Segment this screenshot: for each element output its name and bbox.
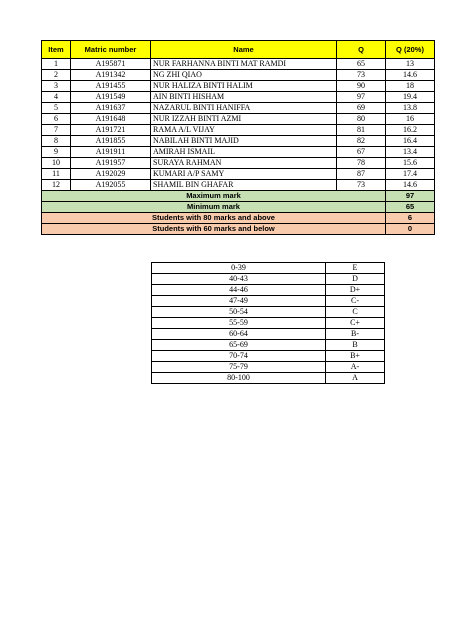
q-cell: 73 [337, 70, 386, 81]
grade-letter-cell: E [326, 263, 385, 274]
item-cell: 3 [42, 81, 71, 92]
matric-cell: A192029 [71, 169, 151, 180]
summary-value: 6 [386, 213, 435, 224]
grade-row [152, 274, 385, 285]
matric-cell: A191342 [71, 70, 151, 81]
name-cell: NAZARUL BINTI HANIFFA [151, 103, 337, 114]
table-row [42, 59, 435, 70]
item-cell: 9 [42, 147, 71, 158]
item-cell: 11 [42, 169, 71, 180]
grade-row [152, 362, 385, 373]
q20-cell: 13.8 [386, 103, 435, 114]
name-cell: RAMA A/L VIJAY [151, 125, 337, 136]
name-cell: AIN BINTI HISHAM [151, 92, 337, 103]
summary-value: 0 [386, 224, 435, 235]
grade-range-cell: 40-43 [152, 274, 326, 285]
grade-row [152, 351, 385, 362]
grade-row [152, 318, 385, 329]
matric-cell: A191911 [71, 147, 151, 158]
grade-letter-cell: C+ [326, 318, 385, 329]
item-cell: 10 [42, 158, 71, 169]
table-row [42, 136, 435, 147]
name-cell: SURAYA RAHMAN [151, 158, 337, 169]
header-item: Item [42, 41, 71, 59]
grade-letter-cell: A [326, 373, 385, 384]
q20-cell: 13.4 [386, 147, 435, 158]
item-cell: 6 [42, 114, 71, 125]
q20-cell: 16 [386, 114, 435, 125]
matric-cell: A195871 [71, 59, 151, 70]
grade-range-cell: 75-79 [152, 362, 326, 373]
q-cell: 67 [337, 147, 386, 158]
name-cell: NUR IZZAH BINTI AZMI [151, 114, 337, 125]
summary-label: Students with 80 marks and above [42, 213, 386, 224]
q20-cell: 18 [386, 81, 435, 92]
matric-cell: A191855 [71, 136, 151, 147]
grade-range-cell: 60-64 [152, 329, 326, 340]
header-name: Name [151, 41, 337, 59]
summary-label: Students with 60 marks and below [42, 224, 386, 235]
grade-range-cell: 0-39 [152, 263, 326, 274]
table-row [42, 103, 435, 114]
grade-table [151, 262, 385, 384]
summary-label: Maximum mark [42, 191, 386, 202]
grade-letter-cell: D [326, 274, 385, 285]
item-cell: 8 [42, 136, 71, 147]
header-q: Q [337, 41, 386, 59]
grade-row [152, 307, 385, 318]
q-cell: 82 [337, 136, 386, 147]
item-cell: 12 [42, 180, 71, 191]
q20-cell: 14.6 [386, 180, 435, 191]
header-matric-number: Matric number [71, 41, 151, 59]
grade-range-cell: 44-46 [152, 285, 326, 296]
summary-row [42, 191, 435, 202]
grade-letter-cell: B [326, 340, 385, 351]
item-cell: 2 [42, 70, 71, 81]
table-row [42, 180, 435, 191]
matric-cell: A191721 [71, 125, 151, 136]
name-cell: KUMARI A/P SAMY [151, 169, 337, 180]
summary-value: 97 [386, 191, 435, 202]
table-row [42, 147, 435, 158]
name-cell: NUR FARHANNA BINTI MAT RAMDI [151, 59, 337, 70]
table-row [42, 92, 435, 103]
name-cell: NABILAH BINTI MAJID [151, 136, 337, 147]
q20-cell: 17.4 [386, 169, 435, 180]
q-cell: 65 [337, 59, 386, 70]
matric-cell: A191957 [71, 158, 151, 169]
summary-value: 65 [386, 202, 435, 213]
grade-letter-cell: D+ [326, 285, 385, 296]
grade-row [152, 340, 385, 351]
table-row [42, 81, 435, 92]
grade-range-cell: 55-59 [152, 318, 326, 329]
marks-body [42, 59, 435, 191]
table-row [42, 125, 435, 136]
summary-row [42, 202, 435, 213]
q-cell: 90 [337, 81, 386, 92]
grade-letter-cell: C- [326, 296, 385, 307]
item-cell: 1 [42, 59, 71, 70]
q20-cell: 16.4 [386, 136, 435, 147]
q-cell: 78 [337, 158, 386, 169]
grade-body [152, 263, 385, 384]
grade-letter-cell: A- [326, 362, 385, 373]
grade-range-cell: 70-74 [152, 351, 326, 362]
table-row [42, 114, 435, 125]
q-cell: 97 [337, 92, 386, 103]
name-cell: SHAMIL BIN GHAFAR [151, 180, 337, 191]
matric-cell: A191648 [71, 114, 151, 125]
q20-cell: 15.6 [386, 158, 435, 169]
matric-cell: A191455 [71, 81, 151, 92]
item-cell: 5 [42, 103, 71, 114]
summary-row [42, 224, 435, 235]
name-cell: NG ZHI QIAO [151, 70, 337, 81]
marks-table [41, 40, 435, 235]
grade-row [152, 373, 385, 384]
matric-cell: A191637 [71, 103, 151, 114]
item-cell: 7 [42, 125, 71, 136]
q-cell: 81 [337, 125, 386, 136]
marks-header-row [42, 41, 435, 59]
q20-cell: 16.2 [386, 125, 435, 136]
q-cell: 73 [337, 180, 386, 191]
header-q-20: Q (20%) [386, 41, 435, 59]
table-row [42, 158, 435, 169]
summary-row [42, 213, 435, 224]
q20-cell: 19.4 [386, 92, 435, 103]
q20-cell: 13 [386, 59, 435, 70]
table-row [42, 70, 435, 81]
q-cell: 80 [337, 114, 386, 125]
grade-row [152, 296, 385, 307]
matric-cell: A191549 [71, 92, 151, 103]
grade-range-cell: 80-100 [152, 373, 326, 384]
table-row [42, 169, 435, 180]
grade-range-cell: 50-54 [152, 307, 326, 318]
grade-range-cell: 65-69 [152, 340, 326, 351]
q-cell: 87 [337, 169, 386, 180]
q20-cell: 14.6 [386, 70, 435, 81]
item-cell: 4 [42, 92, 71, 103]
name-cell: NUR HALIZA BINTI HALIM [151, 81, 337, 92]
grade-row [152, 285, 385, 296]
grade-range-cell: 47-49 [152, 296, 326, 307]
grade-row [152, 329, 385, 340]
matric-cell: A192055 [71, 180, 151, 191]
q-cell: 69 [337, 103, 386, 114]
grade-row [152, 263, 385, 274]
grade-letter-cell: B+ [326, 351, 385, 362]
summary-label: Minimum mark [42, 202, 386, 213]
summary-body [42, 191, 435, 235]
grade-letter-cell: C [326, 307, 385, 318]
grade-letter-cell: B- [326, 329, 385, 340]
name-cell: AMIRAH ISMAIL [151, 147, 337, 158]
